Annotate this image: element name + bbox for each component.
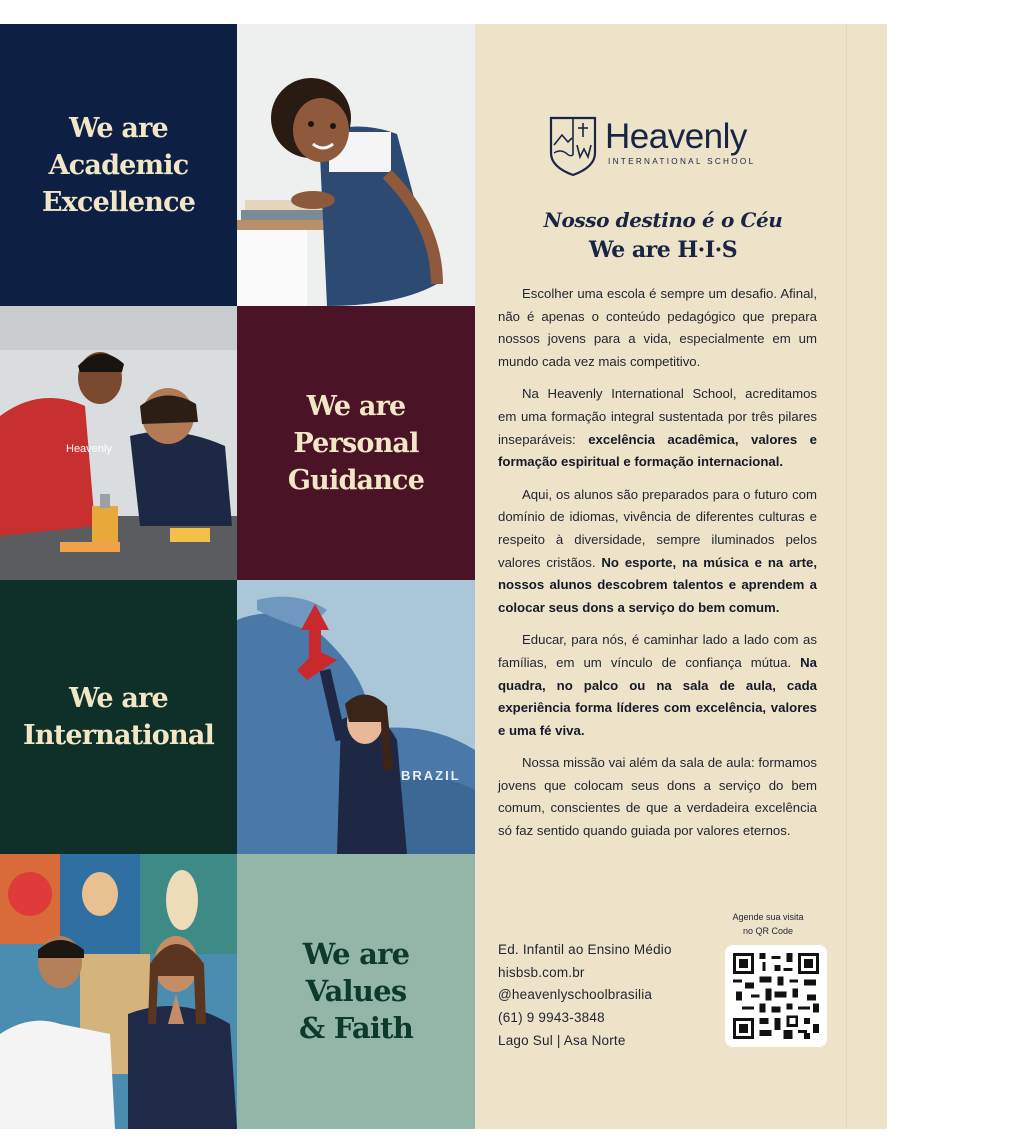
paragraph-4	[498, 629, 817, 742]
paragraph-3-bold: No esporte, na música e na arte, nossos alunos descobrem talentos e aprendem a colocar seus dons a serviço do bem comum.	[498, 554, 817, 615]
contact-phone[interactable]: (61) 9 9943-3848	[498, 1010, 605, 1026]
heavenly-logo	[548, 115, 778, 177]
paragraph-2-bold: excelência acadêmica, valores e formação espiritual e formação internacional.	[498, 431, 817, 470]
international-tile	[0, 580, 237, 854]
tagline-his: We are H·I·S	[588, 237, 738, 263]
personal-guidance-headline: We are Personal Guidance	[287, 390, 425, 496]
paragraph-5: Nossa missão vai além da sala de aula: formamos jovens que colocam seus dons a serviço do bem comum, conscientes de que a verdadeira excelência só faz sentido quando guiada por valores eternos.	[498, 755, 817, 839]
shield-crest-icon	[548, 115, 598, 177]
students-praying-photo	[0, 854, 237, 1129]
body-text	[498, 283, 817, 853]
logo-name: Heavenly	[605, 117, 747, 156]
qr-caption: Agende sua visita no QR Code	[732, 912, 804, 936]
info-panel	[475, 24, 887, 1129]
paragraph-2	[498, 383, 817, 473]
contact-locations: Lago Sul | Asa Norte	[498, 1032, 626, 1048]
contact-info	[498, 939, 672, 1053]
robotics-class-photo	[0, 306, 237, 580]
paragraph-4-bold: Na quadra, no palco ou na sala de aula, cada experiência forma líderes com excelência, valores e uma fé viva.	[498, 654, 817, 738]
map-girl-photo	[237, 580, 475, 854]
values-faith-headline: We are Values & Faith	[299, 937, 413, 1045]
paragraph-3	[498, 484, 817, 620]
academic-excellence-tile	[0, 24, 237, 306]
contact-instagram[interactable]: @heavenlyschoolbrasilia	[498, 987, 653, 1003]
paragraph-3-text: Aqui, os alunos são preparados para o futuro com domínio de idiomas, vivência de diferentes culturas e respeito à diversidade, sempre iluminados pelos valores cristãos.	[498, 486, 817, 570]
panel-edge-divider	[846, 24, 847, 1129]
personal-guidance-tile	[237, 306, 475, 580]
contact-levels: Ed. Infantil ao Ensino Médio	[498, 942, 672, 957]
logo-subtitle: INTERNATIONAL SCHOOL	[608, 157, 756, 166]
paragraph-1: Escolher uma escola é sempre um desafio. Afinal, não é apenas o conteúdo pedagógico que prepara nossos jovens para a vida, especialmente em um mundo cada vez mais competitivo.	[498, 286, 817, 369]
qr-code-icon	[733, 953, 819, 1039]
qr-code[interactable]	[725, 945, 827, 1047]
contact-website[interactable]: hisbsb.com.br	[498, 964, 585, 980]
paragraph-4-text: Educar, para nós, é caminhar lado a lado com as famílias, em um vínculo de confiança mútua.	[498, 632, 817, 670]
map-brazil-label: BRAZIL	[401, 768, 461, 783]
paragraph-2-text: Na Heavenly International School, acreditamos em uma formação integral sustentada por três pilares inseparáveis:	[498, 386, 817, 447]
tagline-portuguese: Nosso destino é o Céu	[543, 208, 783, 232]
international-headline: We are International	[23, 683, 214, 751]
academic-excellence-headline: We are Academic Excellence	[41, 112, 196, 218]
robot-shirt-brand: Heavenly	[66, 443, 112, 455]
girl-with-books-photo	[237, 24, 475, 306]
values-faith-tile	[237, 854, 475, 1129]
